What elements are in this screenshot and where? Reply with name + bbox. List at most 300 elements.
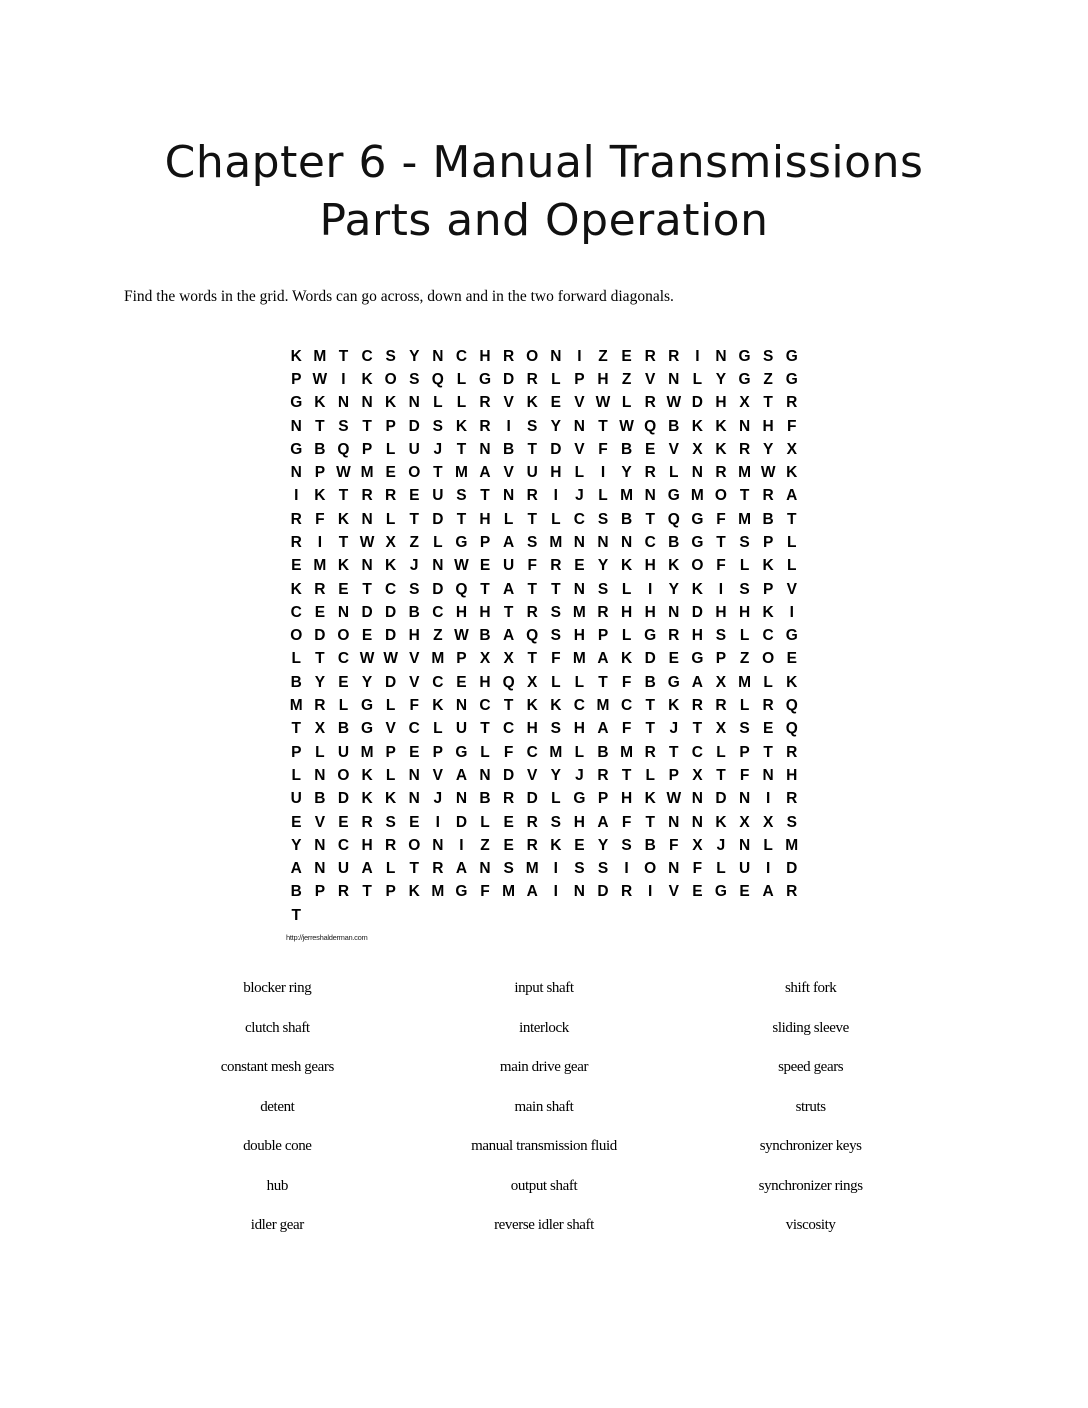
grid-letter[interactable]: T xyxy=(503,697,514,715)
grid-letter[interactable]: X xyxy=(692,766,703,784)
grid-letter[interactable]: C xyxy=(432,603,444,621)
grid-letter[interactable]: S xyxy=(597,510,609,528)
grid-letter[interactable]: G xyxy=(691,650,704,668)
grid-letter[interactable]: V xyxy=(574,394,585,412)
grid-letter[interactable]: M xyxy=(313,557,327,575)
grid-letter[interactable]: W xyxy=(312,370,328,388)
grid-letter[interactable]: T xyxy=(480,580,490,598)
grid-letter[interactable]: S xyxy=(550,627,561,645)
grid-letter[interactable]: N xyxy=(573,883,585,901)
grid-letter[interactable]: T xyxy=(362,580,372,598)
grid-letter[interactable]: T xyxy=(763,394,773,412)
grid-letter[interactable]: P xyxy=(597,790,609,808)
grid-letter[interactable]: X xyxy=(715,720,727,738)
grid-letter[interactable]: E xyxy=(786,650,797,668)
grid-letter[interactable]: X xyxy=(692,836,703,854)
grid-letter[interactable]: I xyxy=(553,883,558,901)
grid-letter[interactable]: D xyxy=(691,603,703,621)
grid-letter[interactable]: R xyxy=(432,860,444,878)
grid-letter[interactable]: G xyxy=(455,743,468,761)
grid-letter[interactable]: V xyxy=(527,766,538,784)
grid-letter[interactable]: G xyxy=(667,673,680,691)
grid-letter[interactable]: R xyxy=(738,440,751,458)
grid-letter[interactable]: W xyxy=(619,417,634,435)
grid-letter[interactable]: F xyxy=(551,650,561,668)
grid-letter[interactable]: T xyxy=(433,464,443,482)
grid-letter[interactable]: T xyxy=(527,440,537,458)
grid-letter[interactable]: N xyxy=(691,464,703,482)
grid-letter[interactable]: G xyxy=(455,883,468,901)
grid-letter[interactable]: R xyxy=(668,347,680,365)
grid-letter[interactable]: L xyxy=(433,720,443,738)
grid-letter[interactable]: L xyxy=(385,440,396,458)
grid-letter[interactable]: K xyxy=(361,790,373,808)
grid-letter[interactable]: T xyxy=(456,510,467,528)
grid-letter[interactable]: V xyxy=(432,766,443,784)
grid-letter[interactable]: J xyxy=(575,766,584,784)
grid-letter[interactable]: M xyxy=(785,836,799,854)
grid-letter[interactable]: N xyxy=(620,534,633,551)
grid-letter[interactable]: N xyxy=(573,417,585,435)
grid-letter[interactable]: C xyxy=(762,627,774,645)
grid-letter[interactable]: K xyxy=(644,790,656,808)
grid-letter[interactable]: L xyxy=(739,697,750,715)
grid-letter[interactable]: L xyxy=(598,487,608,505)
grid-letter[interactable]: K xyxy=(762,557,774,575)
grid-letter[interactable]: R xyxy=(337,883,350,901)
grid-letter[interactable]: V xyxy=(314,813,326,831)
grid-letter[interactable]: S xyxy=(739,580,750,598)
grid-letter[interactable]: D xyxy=(550,440,562,458)
grid-letter[interactable]: Q xyxy=(667,510,680,528)
grid-letter[interactable]: L xyxy=(621,580,632,598)
grid-letter[interactable]: L xyxy=(551,673,561,691)
grid-letter[interactable]: W xyxy=(359,650,375,668)
grid-letter[interactable]: V xyxy=(503,394,514,412)
grid-letter[interactable]: L xyxy=(621,394,632,412)
grid-letter[interactable]: B xyxy=(668,417,680,435)
grid-letter[interactable]: T xyxy=(669,743,679,761)
grid-letter[interactable]: T xyxy=(315,417,325,435)
grid-letter[interactable]: N xyxy=(408,790,420,808)
grid-letter[interactable]: T xyxy=(409,860,419,878)
grid-letter[interactable]: T xyxy=(338,534,349,551)
grid-letter[interactable]: D xyxy=(385,673,397,691)
grid-letter[interactable]: X xyxy=(479,650,491,668)
grid-letter[interactable]: Q xyxy=(644,417,657,435)
grid-letter[interactable]: N xyxy=(432,347,444,365)
grid-letter[interactable]: U xyxy=(408,440,420,458)
grid-letter[interactable]: P xyxy=(314,464,326,482)
grid-letter[interactable]: E xyxy=(692,883,703,901)
grid-letter[interactable]: T xyxy=(739,487,750,505)
grid-letter[interactable]: P xyxy=(361,440,373,458)
grid-letter[interactable]: N xyxy=(314,860,326,878)
grid-letter[interactable]: E xyxy=(409,487,420,505)
grid-letter[interactable]: R xyxy=(762,487,774,505)
grid-letter[interactable]: H xyxy=(479,673,491,691)
grid-letter[interactable]: N xyxy=(691,813,703,831)
grid-letter[interactable]: Y xyxy=(314,673,326,691)
grid-letter[interactable]: H xyxy=(597,370,609,388)
grid-letter[interactable]: P xyxy=(668,766,679,784)
grid-letter[interactable]: X xyxy=(762,813,774,831)
grid-letter[interactable]: Y xyxy=(621,464,632,482)
grid-letter[interactable]: R xyxy=(644,347,656,365)
grid-letter[interactable]: L xyxy=(739,557,750,575)
grid-letter[interactable]: K xyxy=(337,557,350,575)
grid-letter[interactable]: N xyxy=(455,790,468,808)
grid-letter[interactable]: H xyxy=(620,790,633,808)
grid-letter[interactable]: D xyxy=(691,394,703,412)
grid-letter[interactable]: N xyxy=(715,347,727,365)
grid-letter[interactable]: A xyxy=(455,860,468,878)
grid-letter[interactable]: J xyxy=(433,790,443,808)
grid-letter[interactable]: H xyxy=(479,347,491,365)
grid-letter[interactable]: Y xyxy=(597,557,609,575)
grid-letter[interactable]: L xyxy=(574,673,585,691)
grid-letter[interactable]: Q xyxy=(785,697,798,715)
grid-letter[interactable]: D xyxy=(503,370,515,388)
grid-letter[interactable]: T xyxy=(480,487,490,505)
grid-letter[interactable]: I xyxy=(765,790,771,808)
grid-letter[interactable]: M xyxy=(738,510,751,528)
grid-letter[interactable]: S xyxy=(503,860,514,878)
grid-letter[interactable]: W xyxy=(666,790,682,808)
grid-letter[interactable]: P xyxy=(291,743,302,761)
grid-letter[interactable]: V xyxy=(385,720,396,738)
grid-letter[interactable]: M xyxy=(431,883,445,901)
grid-letter[interactable]: I xyxy=(624,860,629,878)
grid-letter[interactable]: P xyxy=(762,580,774,598)
grid-letter[interactable]: A xyxy=(503,580,515,598)
word-search-grid[interactable] xyxy=(284,345,803,927)
grid-letter[interactable]: N xyxy=(762,766,774,784)
grid-letter[interactable]: B xyxy=(644,836,656,854)
grid-letter[interactable]: M xyxy=(502,883,516,901)
grid-letter[interactable]: M xyxy=(620,743,634,761)
grid-letter[interactable]: Q xyxy=(431,370,444,388)
grid-letter[interactable]: T xyxy=(527,510,537,528)
grid-letter[interactable]: E xyxy=(503,836,514,854)
grid-letter[interactable]: T xyxy=(645,510,655,528)
grid-letter[interactable]: A xyxy=(597,813,609,831)
grid-letter[interactable]: W xyxy=(454,627,469,645)
grid-letter[interactable]: S xyxy=(786,813,797,831)
grid-letter[interactable]: I xyxy=(341,370,346,388)
grid-letter[interactable]: L xyxy=(551,790,561,808)
grid-letter[interactable]: W xyxy=(666,394,682,412)
grid-letter[interactable]: N xyxy=(290,464,302,482)
grid-letter[interactable]: N xyxy=(290,417,302,435)
grid-letter[interactable]: E xyxy=(503,813,514,831)
grid-letter[interactable]: L xyxy=(291,650,301,668)
grid-letter[interactable]: F xyxy=(716,557,726,575)
grid-letter[interactable]: A xyxy=(290,860,302,878)
grid-letter[interactable]: X xyxy=(314,720,326,738)
grid-letter[interactable]: T xyxy=(291,720,301,738)
grid-letter[interactable]: D xyxy=(432,580,444,598)
grid-letter[interactable]: I xyxy=(695,347,700,365)
grid-letter[interactable]: K xyxy=(526,697,538,715)
grid-letter[interactable]: G xyxy=(573,790,586,808)
grid-letter[interactable]: E xyxy=(291,557,302,575)
grid-letter[interactable]: P xyxy=(739,743,750,761)
grid-letter[interactable]: L xyxy=(291,766,301,784)
grid-letter[interactable]: A xyxy=(597,650,609,668)
grid-letter[interactable]: P xyxy=(432,743,443,761)
grid-letter[interactable]: A xyxy=(503,627,515,645)
grid-letter[interactable]: N xyxy=(668,860,680,878)
grid-letter[interactable]: V xyxy=(503,464,514,482)
grid-letter[interactable]: J xyxy=(669,720,679,738)
grid-letter[interactable]: L xyxy=(621,627,632,645)
grid-letter[interactable]: Y xyxy=(550,766,561,784)
grid-letter[interactable]: R xyxy=(644,743,656,761)
grid-letter[interactable]: T xyxy=(621,766,632,784)
grid-letter[interactable]: H xyxy=(644,557,656,575)
grid-letter[interactable]: H xyxy=(479,510,491,528)
grid-letter[interactable]: E xyxy=(409,813,420,831)
grid-letter[interactable]: U xyxy=(738,860,751,878)
grid-letter[interactable]: R xyxy=(644,394,656,412)
grid-letter[interactable]: C xyxy=(455,347,468,365)
grid-letter[interactable]: L xyxy=(645,766,655,784)
grid-letter[interactable]: C xyxy=(337,836,350,854)
grid-letter[interactable]: A xyxy=(786,487,798,505)
grid-letter[interactable]: D xyxy=(526,790,538,808)
grid-letter[interactable]: Y xyxy=(291,836,302,854)
grid-letter[interactable]: D xyxy=(503,766,515,784)
grid-letter[interactable]: R xyxy=(479,417,491,435)
grid-letter[interactable]: A xyxy=(361,860,373,878)
grid-letter[interactable]: S xyxy=(550,720,561,738)
grid-letter[interactable]: P xyxy=(385,417,396,435)
grid-letter[interactable]: K xyxy=(361,766,373,784)
grid-letter[interactable]: G xyxy=(478,370,492,388)
grid-letter[interactable]: T xyxy=(716,766,726,784)
grid-letter[interactable]: V xyxy=(409,650,420,668)
grid-letter[interactable]: K xyxy=(314,487,326,505)
grid-letter[interactable]: K xyxy=(290,580,302,598)
grid-letter[interactable]: U xyxy=(337,743,350,761)
grid-letter[interactable]: H xyxy=(526,720,538,738)
grid-letter[interactable]: K xyxy=(361,370,373,388)
grid-letter[interactable]: L xyxy=(551,510,561,528)
grid-letter[interactable]: H xyxy=(738,603,751,621)
grid-letter[interactable]: S xyxy=(432,417,443,435)
grid-letter[interactable]: R xyxy=(526,603,538,621)
grid-letter[interactable]: I xyxy=(506,417,511,435)
grid-letter[interactable]: R xyxy=(526,370,538,388)
grid-letter[interactable]: B xyxy=(503,440,515,458)
grid-letter[interactable]: R xyxy=(715,697,727,715)
grid-letter[interactable]: T xyxy=(503,603,514,621)
grid-letter[interactable]: W xyxy=(359,534,375,551)
grid-letter[interactable]: I xyxy=(294,487,299,505)
grid-letter[interactable]: T xyxy=(527,580,537,598)
grid-letter[interactable]: K xyxy=(314,394,326,412)
grid-letter[interactable]: C xyxy=(361,347,373,365)
grid-letter[interactable]: C xyxy=(337,650,350,668)
grid-letter[interactable]: O xyxy=(691,557,704,575)
grid-letter[interactable]: D xyxy=(385,603,397,621)
grid-letter[interactable]: B xyxy=(668,534,680,551)
grid-letter[interactable]: Q xyxy=(785,720,798,738)
grid-letter[interactable]: M xyxy=(289,697,303,715)
grid-letter[interactable]: R xyxy=(786,883,798,901)
grid-letter[interactable]: K xyxy=(432,697,444,715)
grid-letter[interactable]: X xyxy=(527,673,538,691)
grid-letter[interactable]: H xyxy=(762,417,774,435)
grid-letter[interactable]: B xyxy=(290,673,302,691)
grid-letter[interactable]: R xyxy=(290,534,302,551)
grid-letter[interactable]: D xyxy=(715,790,727,808)
grid-letter[interactable]: V xyxy=(409,673,420,691)
grid-letter[interactable]: B xyxy=(620,510,633,528)
grid-letter[interactable]: L xyxy=(480,743,490,761)
credit-link[interactable]: http://jerreshalderman.com xyxy=(286,933,368,943)
grid-letter[interactable]: G xyxy=(667,487,680,505)
grid-letter[interactable]: K xyxy=(620,650,633,668)
grid-letter[interactable]: K xyxy=(691,580,703,598)
grid-letter[interactable]: B xyxy=(290,883,302,901)
grid-letter[interactable]: Z xyxy=(739,650,750,668)
grid-letter[interactable]: T xyxy=(527,650,537,668)
grid-letter[interactable]: T xyxy=(598,417,608,435)
grid-letter[interactable]: C xyxy=(644,534,656,551)
grid-letter[interactable]: K xyxy=(526,394,538,412)
grid-letter[interactable]: A xyxy=(455,766,468,784)
grid-letter[interactable]: V xyxy=(786,580,797,598)
grid-letter[interactable]: L xyxy=(574,464,585,482)
grid-letter[interactable]: F xyxy=(598,440,608,458)
grid-letter[interactable]: F xyxy=(503,743,514,761)
grid-letter[interactable]: I xyxy=(553,860,558,878)
grid-letter[interactable]: L xyxy=(551,370,561,388)
grid-letter[interactable]: L xyxy=(763,673,773,691)
grid-letter[interactable]: M xyxy=(620,487,634,505)
grid-letter[interactable]: S xyxy=(409,580,420,598)
grid-letter[interactable]: C xyxy=(385,580,397,598)
grid-letter[interactable]: S xyxy=(597,860,609,878)
grid-letter[interactable]: H xyxy=(550,464,562,482)
grid-letter[interactable]: G xyxy=(691,534,704,551)
grid-letter[interactable]: O xyxy=(337,627,350,645)
grid-letter[interactable]: V xyxy=(645,370,656,388)
grid-letter[interactable]: K xyxy=(715,417,727,435)
grid-letter[interactable]: B xyxy=(314,440,326,458)
grid-letter[interactable]: D xyxy=(455,813,468,831)
grid-letter[interactable]: G xyxy=(785,627,798,645)
grid-letter[interactable]: M xyxy=(313,347,327,365)
grid-letter[interactable]: T xyxy=(338,347,349,365)
grid-letter[interactable]: L xyxy=(716,743,726,761)
grid-letter[interactable]: O xyxy=(714,487,727,505)
grid-letter[interactable]: O xyxy=(644,860,657,878)
grid-letter[interactable]: N xyxy=(644,487,656,505)
grid-letter[interactable]: X xyxy=(786,440,797,458)
grid-letter[interactable]: X xyxy=(715,673,727,691)
grid-letter[interactable]: S xyxy=(739,720,750,738)
grid-letter[interactable]: L xyxy=(456,370,467,388)
grid-letter[interactable]: V xyxy=(668,440,679,458)
grid-letter[interactable]: C xyxy=(573,697,585,715)
grid-letter[interactable]: T xyxy=(315,650,325,668)
grid-letter[interactable]: F xyxy=(787,417,797,435)
grid-letter[interactable]: E xyxy=(361,627,373,645)
grid-letter[interactable]: R xyxy=(668,627,680,645)
grid-letter[interactable]: R xyxy=(503,347,515,365)
grid-letter[interactable]: P xyxy=(762,534,774,551)
grid-letter[interactable]: N xyxy=(738,790,751,808)
grid-letter[interactable]: F xyxy=(669,836,679,854)
grid-letter[interactable]: E xyxy=(645,440,656,458)
grid-letter[interactable]: O xyxy=(526,347,539,365)
grid-letter[interactable]: K xyxy=(715,440,727,458)
grid-letter[interactable]: N xyxy=(668,603,680,621)
grid-letter[interactable]: C xyxy=(479,697,491,715)
grid-letter[interactable]: L xyxy=(385,766,396,784)
grid-letter[interactable]: U xyxy=(432,487,444,505)
grid-letter[interactable]: G xyxy=(785,370,798,388)
grid-letter[interactable]: T xyxy=(645,813,655,831)
grid-letter[interactable]: Z xyxy=(433,627,443,645)
grid-letter[interactable]: G xyxy=(361,720,374,738)
grid-letter[interactable]: L xyxy=(716,860,726,878)
grid-letter[interactable]: R xyxy=(361,487,373,505)
grid-letter[interactable]: R xyxy=(290,510,302,528)
grid-letter[interactable]: E xyxy=(338,673,349,691)
grid-letter[interactable]: L xyxy=(763,836,773,854)
grid-letter[interactable]: U xyxy=(337,860,350,878)
grid-letter[interactable]: A xyxy=(503,534,515,551)
grid-letter[interactable]: T xyxy=(291,906,301,924)
grid-letter[interactable]: L xyxy=(787,557,797,575)
grid-letter[interactable]: M xyxy=(525,860,539,878)
grid-letter[interactable]: K xyxy=(668,697,680,715)
grid-letter[interactable]: F xyxy=(621,673,632,691)
grid-letter[interactable]: B xyxy=(314,790,326,808)
grid-letter[interactable]: N xyxy=(479,766,491,784)
grid-letter[interactable]: P xyxy=(715,650,727,668)
grid-letter[interactable]: R xyxy=(786,743,798,761)
grid-letter[interactable]: R xyxy=(385,487,397,505)
grid-letter[interactable]: M xyxy=(690,487,704,505)
grid-letter[interactable]: K xyxy=(337,510,350,528)
grid-letter[interactable]: H xyxy=(361,836,373,854)
grid-letter[interactable]: S xyxy=(338,417,349,435)
grid-letter[interactable]: L xyxy=(456,394,467,412)
grid-letter[interactable]: C xyxy=(290,603,302,621)
grid-letter[interactable]: P xyxy=(456,650,467,668)
grid-letter[interactable]: M xyxy=(572,603,586,621)
grid-letter[interactable]: K xyxy=(762,603,774,621)
grid-letter[interactable]: G xyxy=(738,347,751,365)
grid-letter[interactable]: R xyxy=(526,487,538,505)
grid-letter[interactable]: E xyxy=(291,813,302,831)
grid-letter[interactable]: A xyxy=(762,883,774,901)
grid-letter[interactable]: P xyxy=(597,627,609,645)
grid-letter[interactable]: T xyxy=(362,883,372,901)
grid-letter[interactable]: N xyxy=(432,836,444,854)
grid-letter[interactable]: K xyxy=(715,813,727,831)
grid-letter[interactable]: T xyxy=(480,720,490,738)
grid-letter[interactable]: E xyxy=(621,347,632,365)
grid-letter[interactable]: Z xyxy=(763,370,773,388)
grid-letter[interactable]: N xyxy=(738,836,751,854)
grid-letter[interactable]: W xyxy=(595,394,611,412)
